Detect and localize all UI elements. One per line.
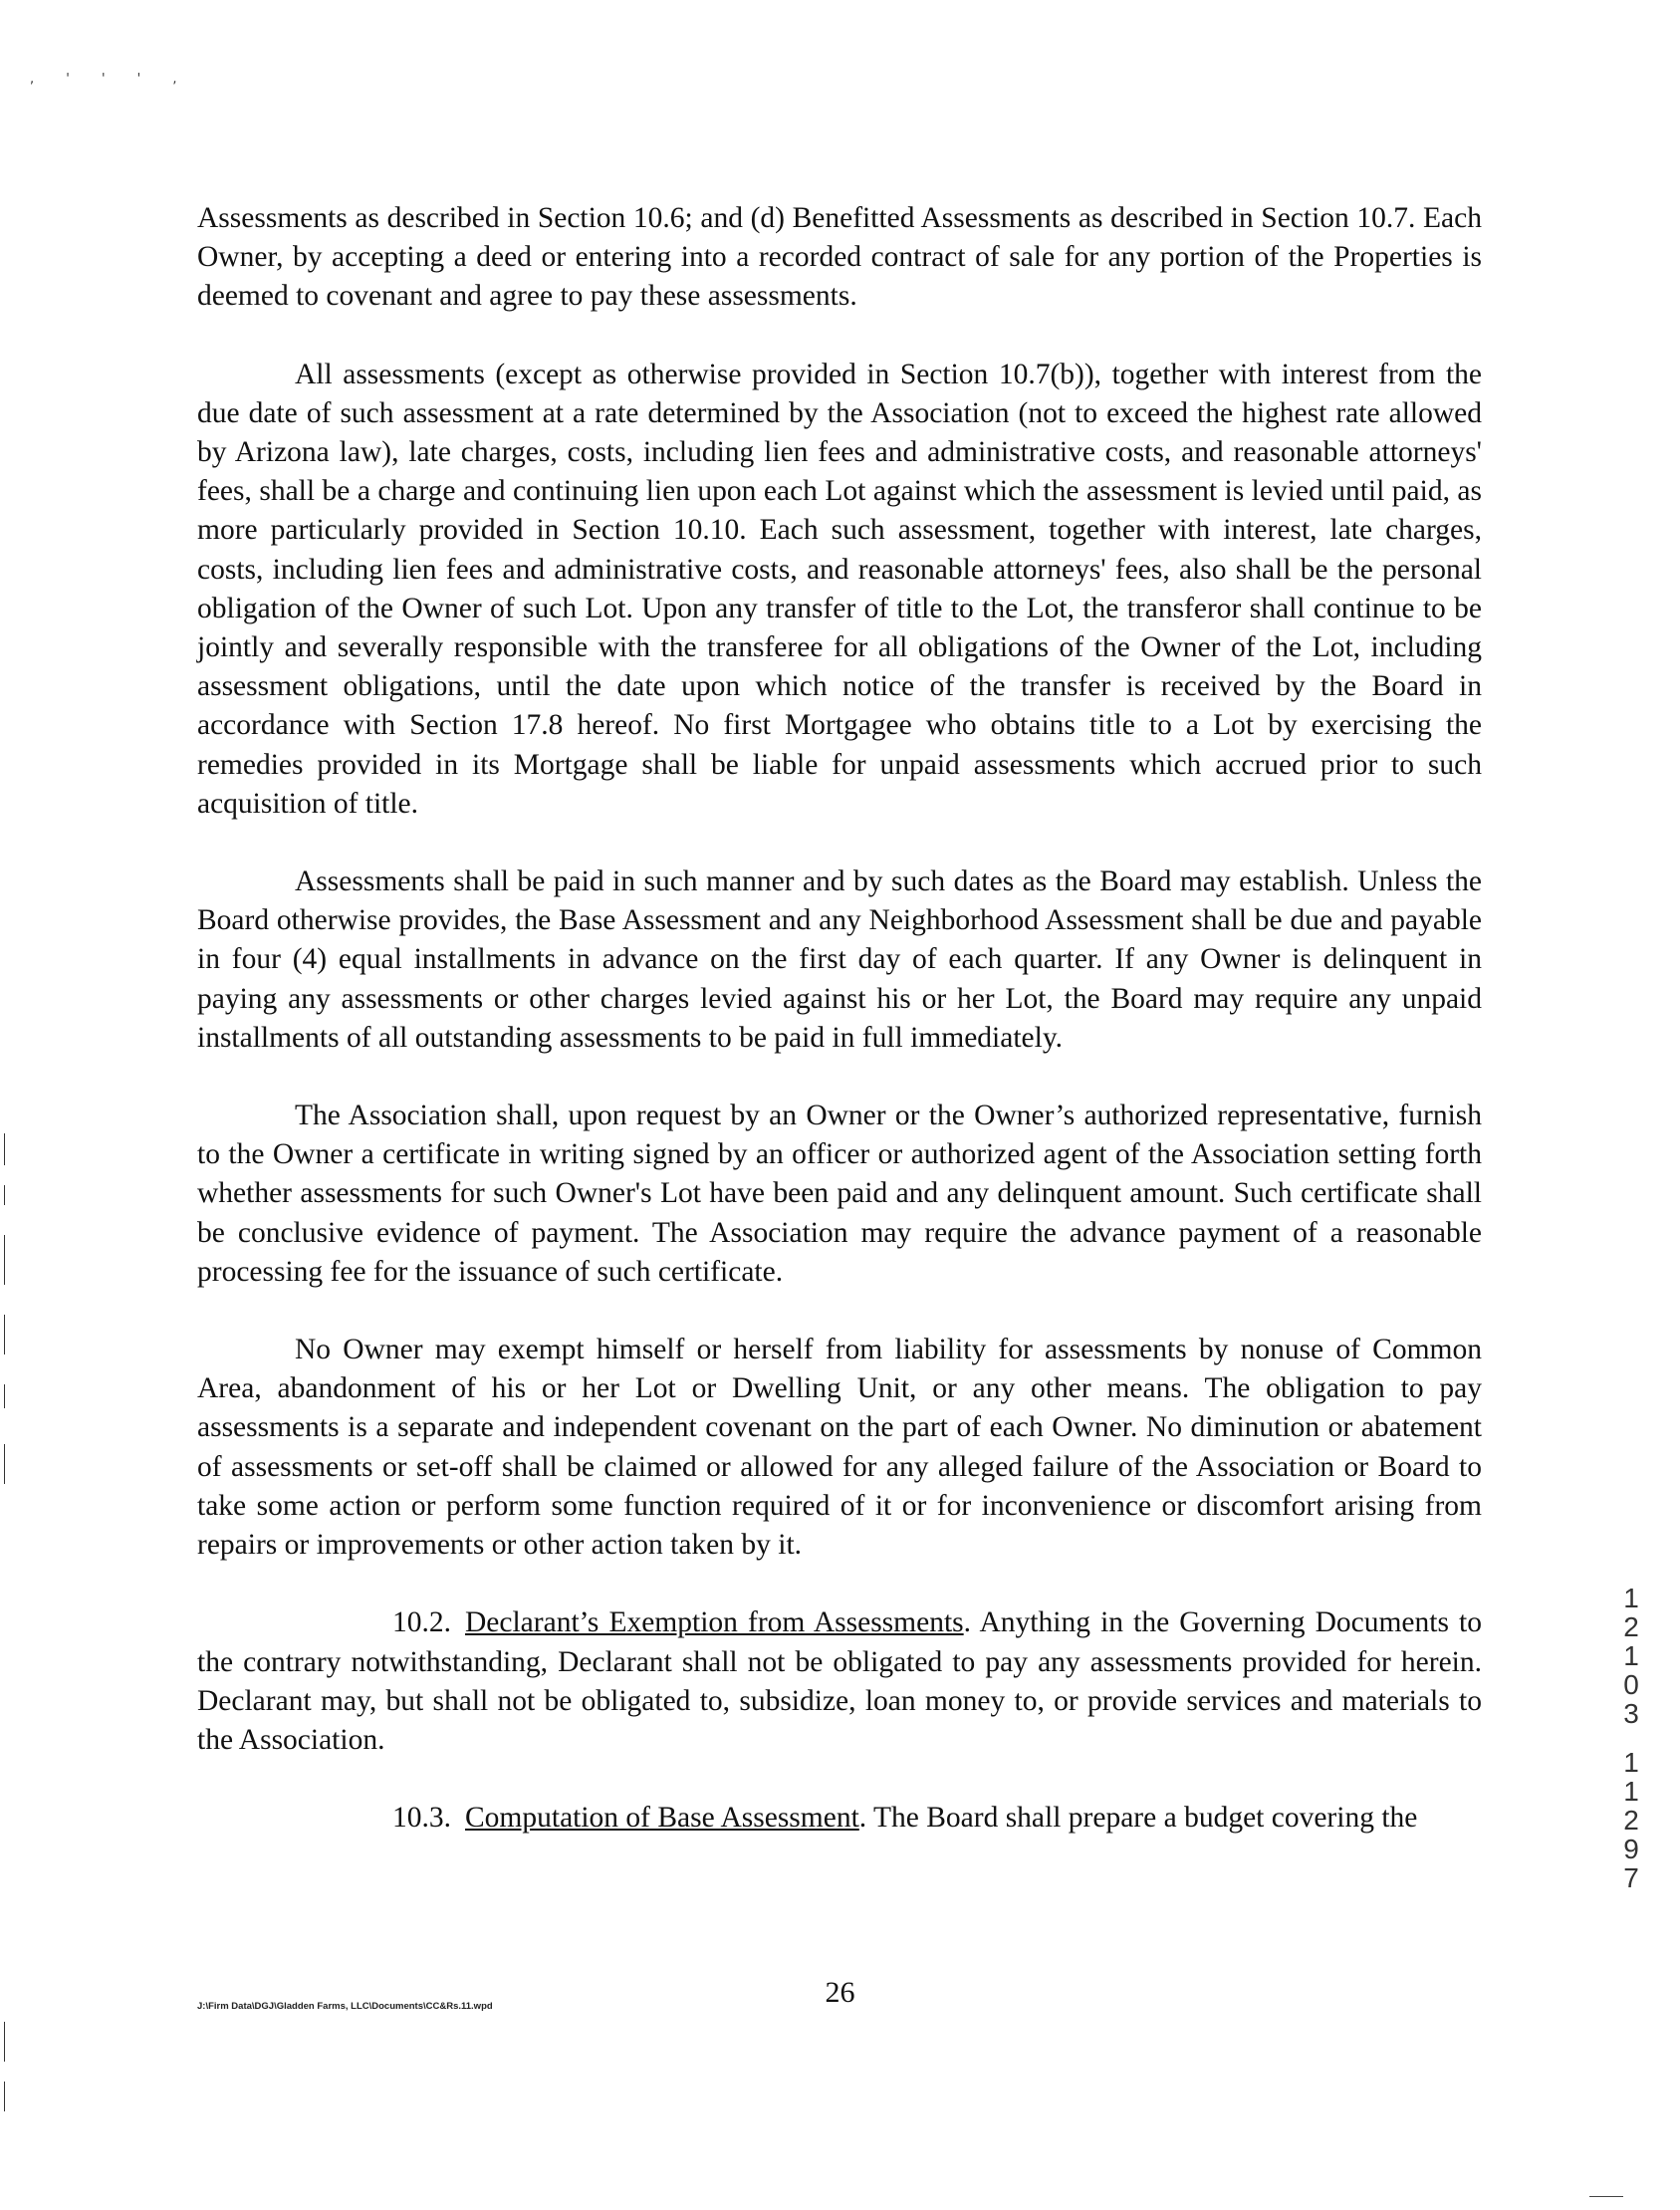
section-10-2-title: Declarant’s Exemption from Assessments	[465, 1606, 964, 1639]
paragraph-payment-schedule: Assessments shall be paid in such manner and by such dates as the Board may establish. Unless the Board otherwise provides, the Base Assessment and any Neighborhood Assessment shall be due and payable in four (4) equal installments in advance on the first day of each quarter. If any Owner is delinquent in paying any assessments or other charges levied against his or her Lot, the Board may require any unpaid installments of all outstanding assessments to be paid in full immediately.	[197, 865, 1482, 1054]
section-10-3	[197, 1799, 1482, 1838]
page-number: 26	[825, 1976, 855, 2009]
paragraph-all-assessments: All assessments (except as otherwise provided in Section 10.7(b)), together with interest from the due date of such assessment at a rate determined by the Association (not to exceed the highest rate allowed by Arizona law), late charges, costs, including lien fees and administrative costs, and reasonable attorneys' fees, shall be a charge and continuing lien upon each Lot against which the assessment is levied until paid, as more particularly provided in Section 10.10. Each such assessment, together with interest, late charges, costs, including lien fees and administrative costs, and reasonable attorneys' fees, also shall be the personal obligation of the Owner of such Lot. Upon any transfer of title to the Lot, the transferor shall continue to be jointly and severally responsible with the transferee for all obligations of the Owner of the Lot, including assessment obligations, until the date upon which notice of the transfer is received by the Board in accordance with Section 17.8 hereof. No first Mortgagee who obtains title to a Lot by exercising the remedies provided in its Mortgage shall be liable for unpaid assessments which accrued prior to such acquisition of title.	[197, 358, 1482, 820]
scan-margin-line	[4, 1384, 5, 1408]
stamp-digit: 0	[1623, 1669, 1639, 1700]
paragraph-no-exemption: No Owner may exempt himself or herself from liability for assessments by nonuse of Common Area, abandonment of his or her Lot or Dwelling Unit, or any other means. The obligation to pay assessments is a separate and independent covenant on the part of each Owner. No diminution or abatement of assessments or set-off shall be claimed or allowed for any alleged failure of the Association or Board to take some action or perform some function required of it or for inconvenience or discomfort arising from repairs or improvements or other action taken by it.	[197, 1334, 1482, 1562]
stamp-digit: 1	[1623, 1747, 1639, 1778]
stamp-digit: 9	[1623, 1834, 1639, 1864]
margin-recording-stamp	[1611, 1584, 1651, 1892]
stamp-digit: 7	[1623, 1862, 1639, 1893]
stamp-digit: 2	[1623, 1805, 1639, 1836]
scan-margin-line	[4, 1235, 5, 1285]
stamp-digit: 3	[1623, 1698, 1639, 1729]
scan-margin-line	[4, 1315, 5, 1354]
stamp-digit: 1	[1623, 1640, 1639, 1671]
stamp-digit: 1	[1623, 1776, 1639, 1807]
stamp-digit: 2	[1623, 1611, 1639, 1642]
section-10-2-text: . Anything in the Governing Documents to the contrary notwithstanding, Declarant shall not be obligated to pay any assessments provided for herein. Declarant may, but shall not be obligated to, subsidize, loan money to, or provide services and materials to the Association.	[197, 1606, 1483, 1756]
document-body	[197, 199, 1482, 1876]
section-10-2-number: 10.2.	[392, 1606, 451, 1639]
section-10-3-number: 10.3.	[392, 1802, 451, 1835]
file-path-footer: J:\Firm Data\DGJ\Gladden Farms, LLC\Documents\CC&Rs.11.wpd	[197, 2001, 493, 2012]
scan-specks: , ' ' ' ,	[30, 72, 191, 87]
paragraph-continuation: Assessments as described in Section 10.6; and (d) Benefitted Assessments as described in Section 10.7. Each Owner, by accepting a deed or entering into a recorded contract of sale for any portion of the Properties is deemed to covenant and agree to pay these assessments.	[197, 202, 1482, 313]
scan-margin-line	[4, 1444, 5, 1484]
scan-margin-line	[4, 2082, 5, 2111]
scan-corner-line	[1589, 2196, 1623, 2197]
scan-margin-line	[4, 2022, 5, 2062]
section-10-3-text: . The Board shall prepare a budget covering the	[858, 1802, 1418, 1835]
paragraph-certificate: The Association shall, upon request by an Owner or the Owner’s authorized representative, furnish to the Owner a certificate in writing signed by an officer or authorized agent of the Association setting forth whether assessments for such Owner's Lot have been paid and any delinquent amount. Such certificate shall be conclusive evidence of payment. The Association may require the advance payment of a reasonable processing fee for the issuance of such certificate.	[197, 1100, 1482, 1288]
scan-margin-line	[4, 1133, 5, 1165]
scan-margin-line	[4, 1185, 5, 1205]
section-10-2	[197, 1603, 1482, 1760]
stamp-digit: 1	[1623, 1583, 1639, 1613]
section-10-3-title: Computation of Base Assessment	[465, 1802, 859, 1835]
